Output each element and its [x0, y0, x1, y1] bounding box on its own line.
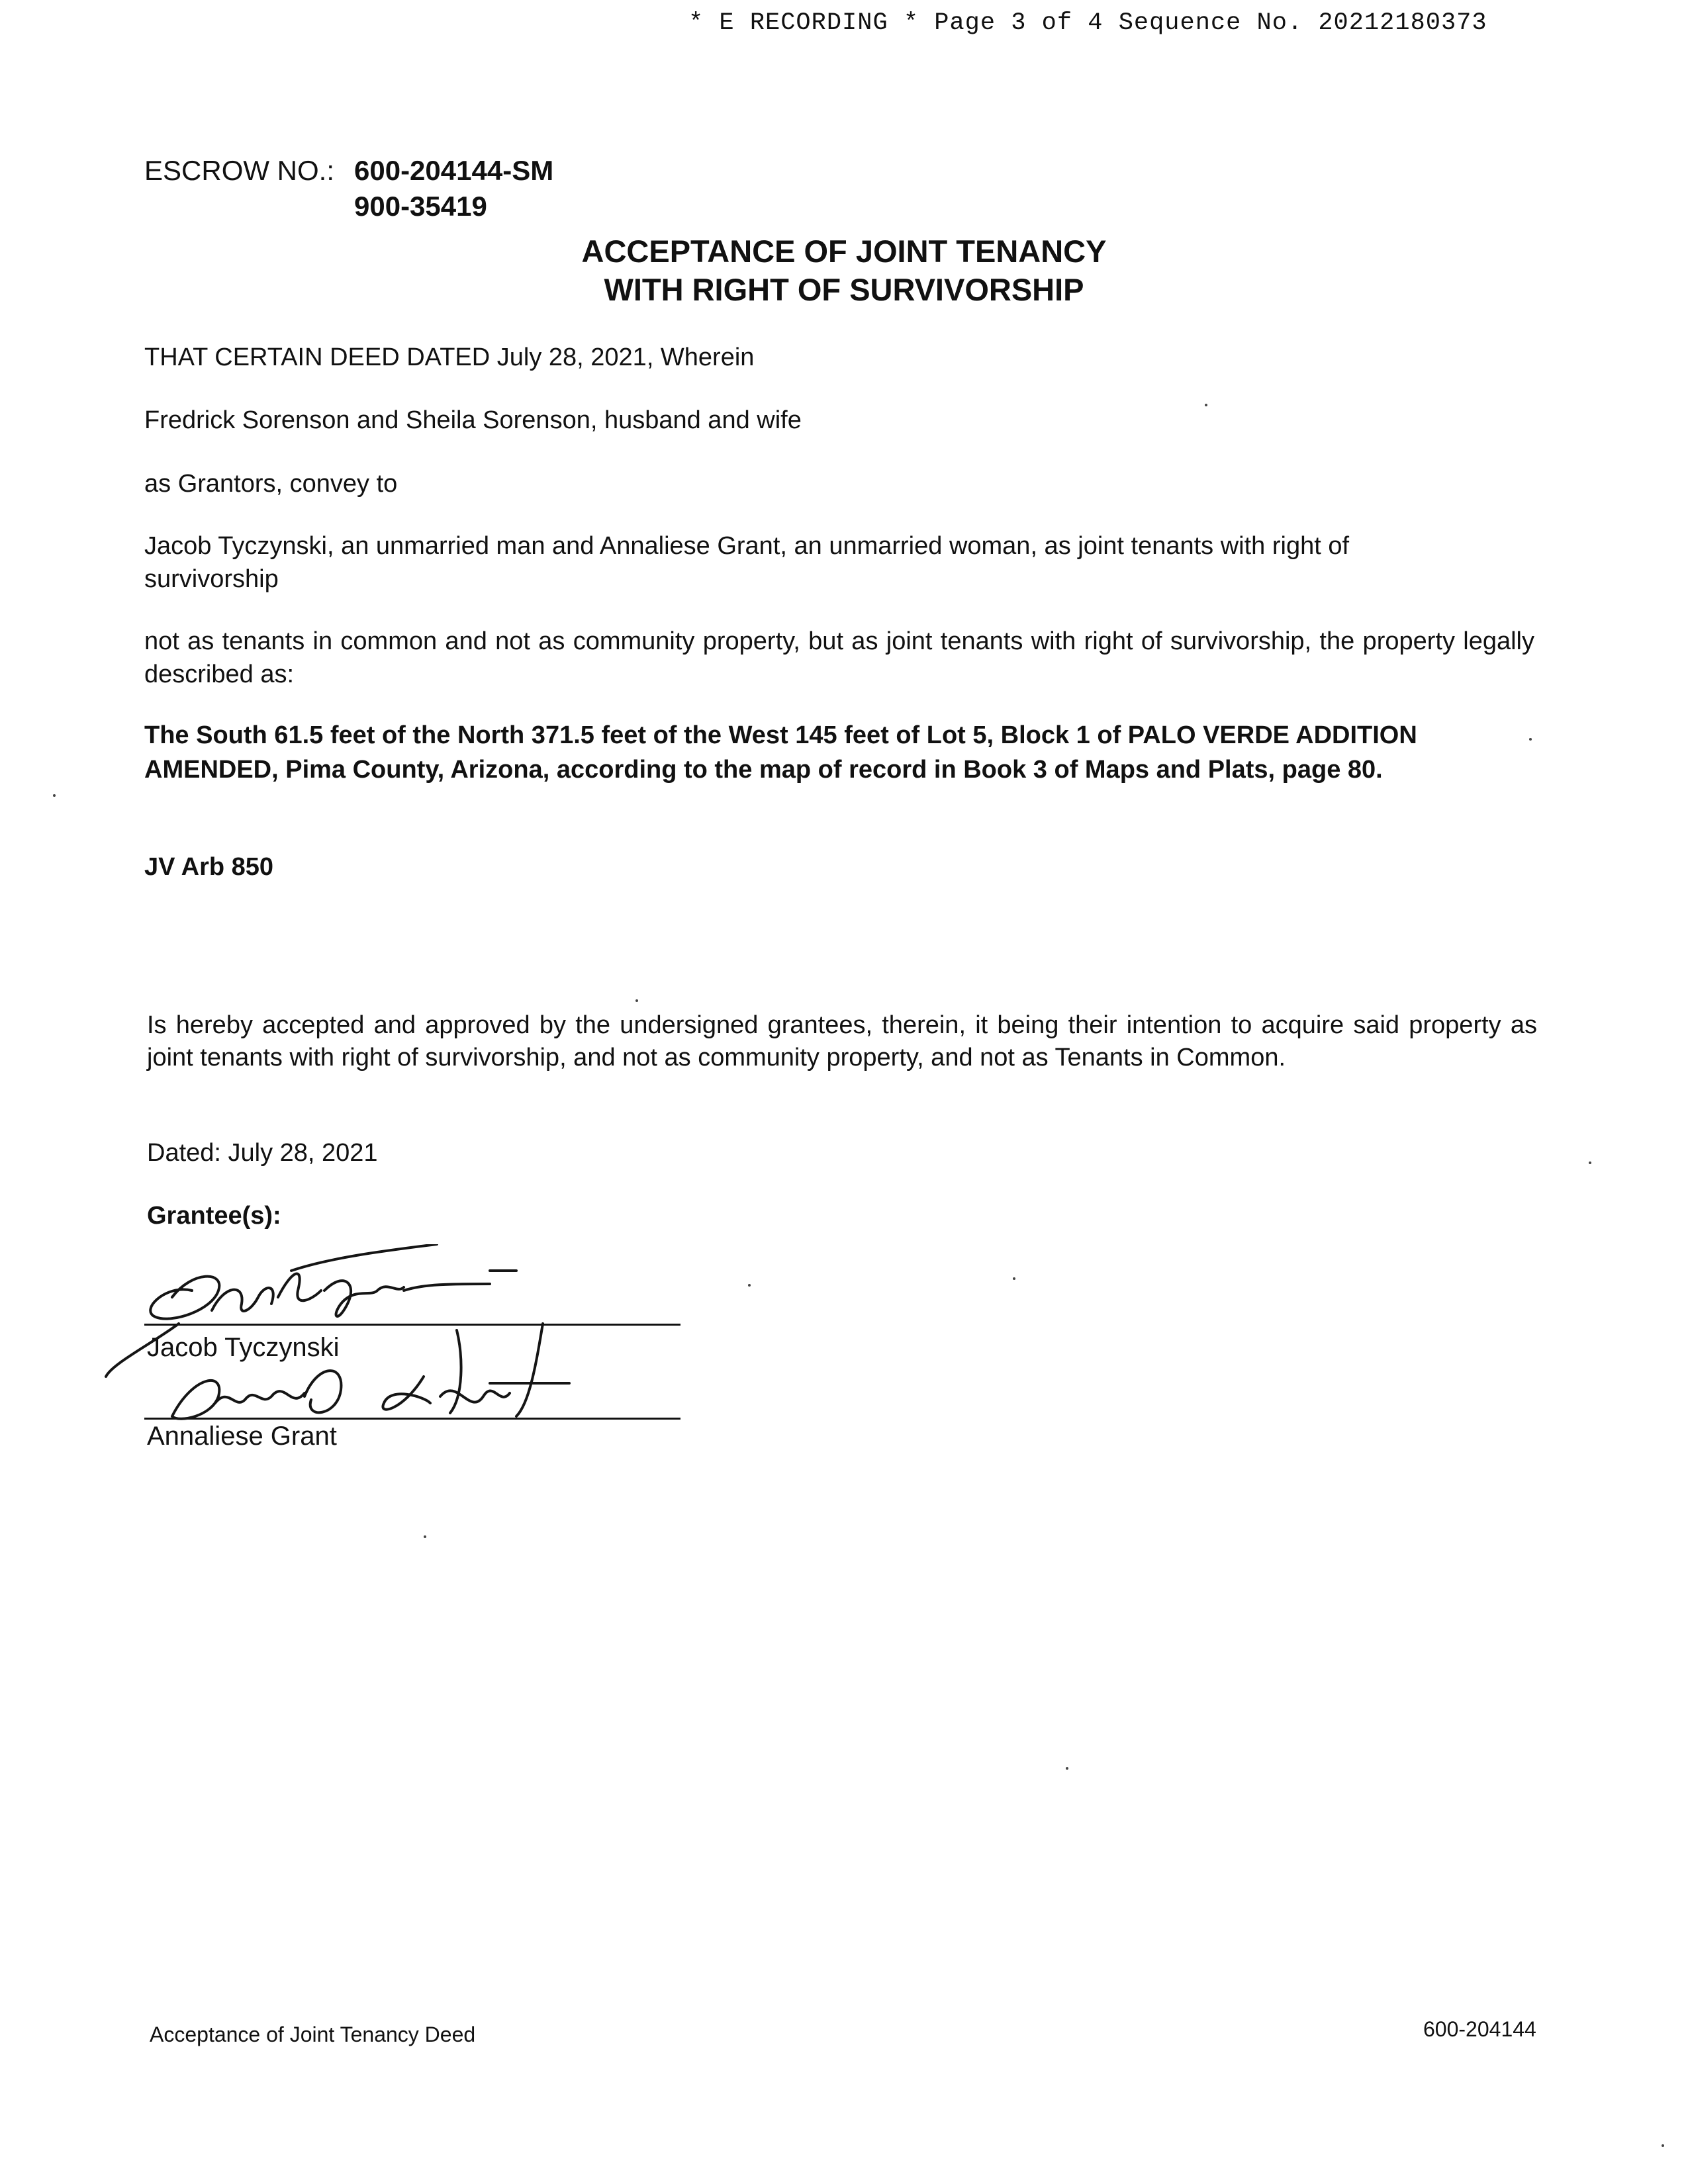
scan-speck — [1066, 1767, 1068, 1770]
footer-document-name: Acceptance of Joint Tenancy Deed — [150, 2023, 476, 2046]
scan-speck — [1205, 404, 1207, 406]
scan-speck — [635, 999, 638, 1002]
deed-intro: THAT CERTAIN DEED DATED July 28, 2021, Wherein — [144, 343, 755, 371]
tenancy-clause: not as tenants in common and not as community property, but as joint tenants with right of survivorship, the property legally described as: — [144, 627, 1534, 688]
escrow-number-secondary: 900-35419 — [354, 191, 487, 222]
convey-text: as Grantors, convey to — [144, 470, 398, 498]
recording-stamp: * E RECORDING * Page 3 of 4 Sequence No. 20212180373 — [688, 9, 1487, 37]
escrow-number-primary: 600-204144-SM — [354, 155, 554, 186]
scan-speck — [1529, 738, 1532, 741]
jv-arb-number: JV Arb 850 — [144, 853, 274, 881]
signatory-name-2: Annaliese Grant — [147, 1422, 337, 1451]
legal-description: The South 61.5 feet of the North 371.5 feet of the West 145 feet of Lot 5, Block 1 of PALO VERDE ADDITION AMENDED, Pima County, Arizona, according to the map of record in Book 3 of Maps and Plats, page 80. — [144, 721, 1417, 784]
scan-speck — [1589, 1161, 1591, 1164]
scan-speck — [1013, 1277, 1015, 1280]
signatory-name-1: Jacob Tyczynski — [147, 1333, 340, 1362]
scan-speck — [53, 794, 56, 797]
scan-speck — [1662, 2144, 1664, 2147]
grantors-text: Fredrick Sorenson and Sheila Sorenson, husband and wife — [144, 406, 802, 434]
handwritten-signatures — [93, 1244, 702, 1443]
acceptance-paragraph: Is hereby accepted and approved by the undersigned grantees, therein, it being their intention to acquire said property as joint tenants with right of survivorship, and not as community property, and not as Tenants in Common. — [147, 1011, 1537, 1071]
grantees-label: Grantee(s): — [147, 1202, 281, 1230]
dated-text: Dated: July 28, 2021 — [147, 1139, 378, 1167]
escrow-label: ESCROW NO.: — [144, 155, 335, 186]
scan-speck — [424, 1535, 426, 1538]
footer-escrow-number: 600-204144 — [1423, 2017, 1536, 2041]
scan-speck — [748, 1284, 751, 1287]
document-title-line-2: WITH RIGHT OF SURVIVORSHIP — [604, 272, 1084, 307]
grantees-text: Jacob Tyczynski, an unmarried man and Annaliese Grant, an unmarried woman, as joint tenants with right of survivorship — [144, 532, 1350, 593]
document-title-line-1: ACCEPTANCE OF JOINT TENANCY — [581, 234, 1107, 269]
